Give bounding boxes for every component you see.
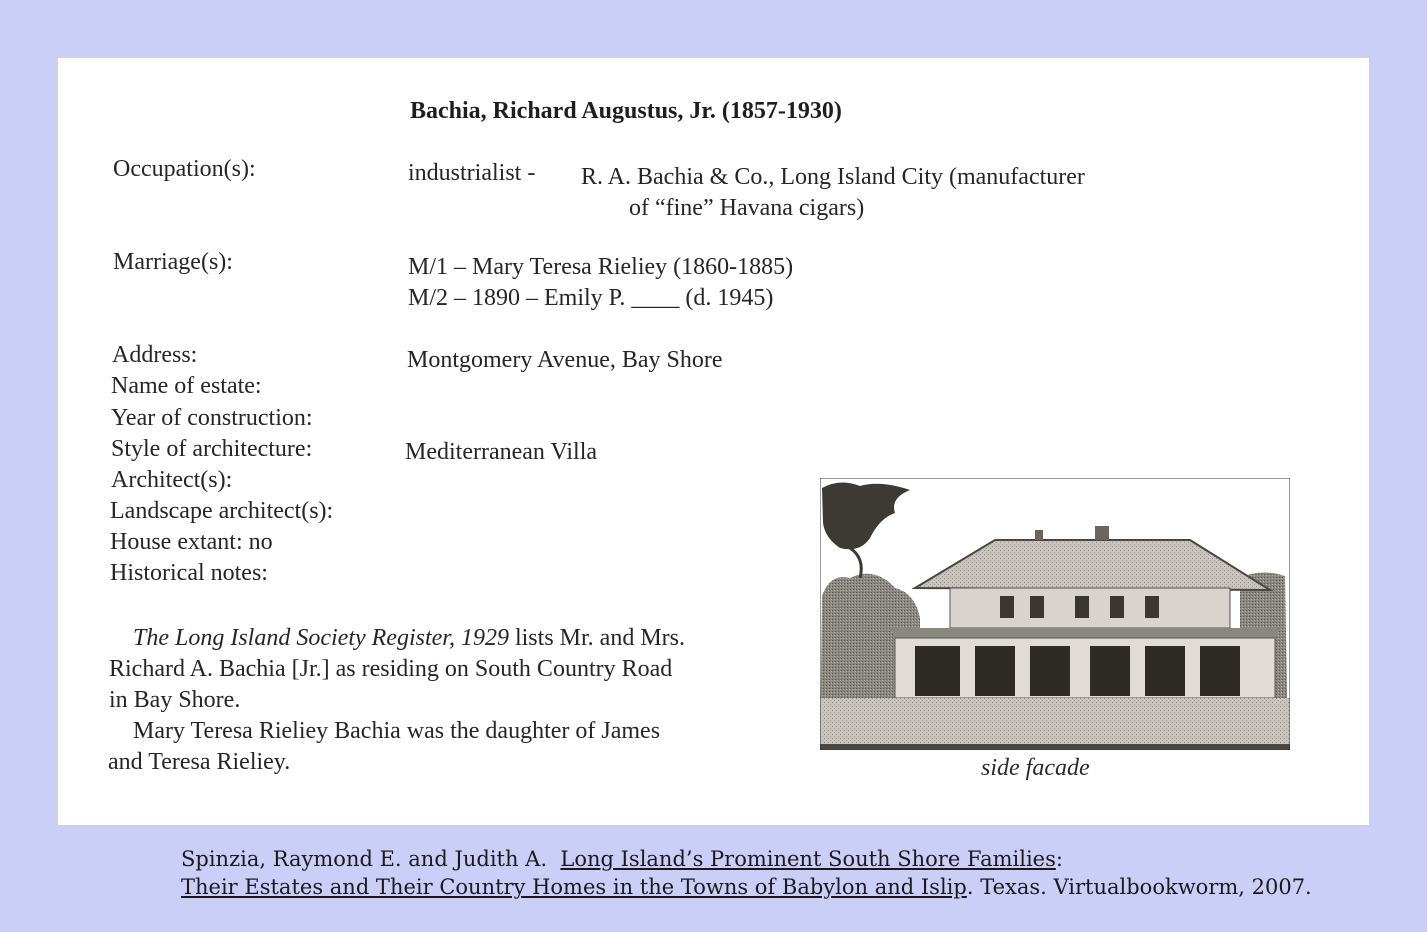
document-page bbox=[58, 58, 1369, 825]
citation-authors: Spinzia, Raymond E. and Judith A. bbox=[181, 847, 548, 871]
citation-colon: : bbox=[1055, 847, 1063, 871]
citation-publisher: . Texas. Virtualbookworm, 2007. bbox=[966, 875, 1312, 899]
estate-label: Name of estate: bbox=[111, 373, 262, 399]
occupation-line1: R. A. Bachia & Co., Long Island City (manufacturer bbox=[581, 164, 1085, 190]
citation-book-title-1: Long Island’s Prominent South Shore Families bbox=[560, 847, 1056, 871]
citation-line-1 bbox=[181, 845, 1312, 873]
notes-p1-line3: in Bay Shore. bbox=[109, 687, 241, 713]
year-label: Year of construction: bbox=[111, 405, 313, 431]
address-label: Address: bbox=[112, 342, 198, 368]
notes-label: Historical notes: bbox=[110, 560, 268, 586]
style-value: Mediterranean Villa bbox=[405, 439, 598, 465]
citation-line-2 bbox=[181, 873, 1312, 901]
entry-title: Bachia, Richard Augustus, Jr. (1857-1930) bbox=[410, 98, 842, 124]
occupation-prefix: industrialist - bbox=[408, 160, 536, 186]
address-value: Montgomery Avenue, Bay Shore bbox=[407, 347, 723, 373]
notes-p1-line2: Richard A. Bachia [Jr.] as residing on South Country Road bbox=[109, 656, 673, 682]
extant-label: House extant: no bbox=[110, 529, 273, 555]
marriage-m2: M/2 – 1890 – Emily P. ____ (d. 1945) bbox=[408, 285, 774, 311]
notes-p2-line2: and Teresa Rieliey. bbox=[108, 749, 291, 775]
architect-label: Architect(s): bbox=[111, 467, 233, 493]
landscape-label: Landscape architect(s): bbox=[110, 498, 334, 524]
citation bbox=[181, 845, 1312, 901]
house-photo bbox=[820, 478, 1290, 750]
notes-p1-rest: lists Mr. and Mrs. bbox=[508, 625, 685, 651]
photo-caption: side facade bbox=[981, 755, 1090, 781]
style-label: Style of architecture: bbox=[111, 436, 313, 462]
register-title: The Long Island Society Register, 1929 bbox=[133, 625, 509, 651]
notes-paragraph-1 bbox=[133, 623, 685, 654]
marriage-label: Marriage(s): bbox=[113, 249, 233, 275]
citation-book-title-2: Their Estates and Their Country Homes in the Towns of Babylon and Islip bbox=[181, 875, 967, 899]
occupation-line2: of “fine” Havana cigars) bbox=[629, 195, 865, 221]
occupation-label: Occupation(s): bbox=[113, 156, 256, 182]
marriage-m1: M/1 – Mary Teresa Rieliey (1860-1885) bbox=[408, 254, 794, 280]
notes-p2-line1: Mary Teresa Rieliey Bachia was the daughter of James bbox=[133, 718, 661, 744]
